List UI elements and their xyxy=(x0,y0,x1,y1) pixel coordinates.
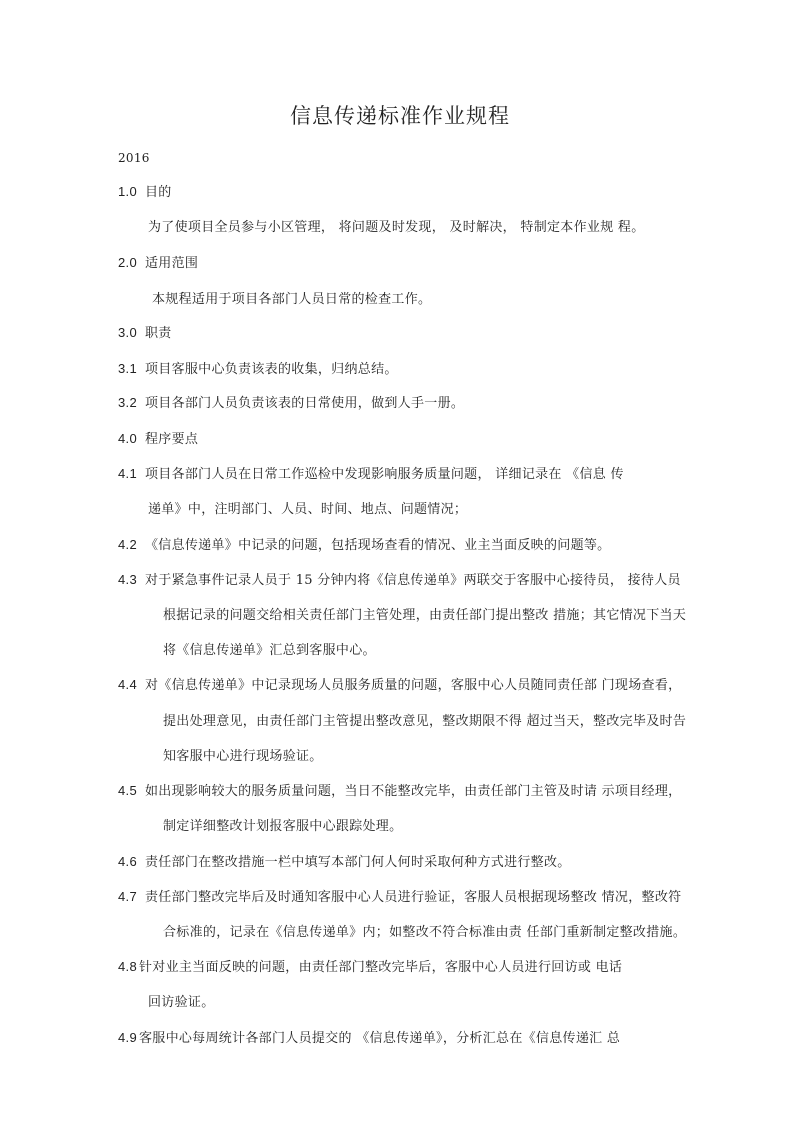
item-number: 3.1 xyxy=(118,361,137,376)
item-4-3-line-1 xyxy=(118,569,681,588)
item-text: 对于紧急事件记录人员于 15 分钟内将《信息传递单》两联交于客服中心接待员， 接待人员 xyxy=(144,573,681,588)
item-4-8-line-1 xyxy=(118,956,622,975)
item-text: 项目客服中心负责该表的收集，归纳总结。 xyxy=(144,362,398,377)
item-3-1 xyxy=(118,358,398,377)
item-number: 4.1 xyxy=(118,466,137,481)
item-4-4-line-1 xyxy=(118,674,681,693)
section-4-heading xyxy=(118,428,198,447)
item-text: 项目各部门人员在日常工作巡检中发现影响服务质量问题， 详细记录在 《信息 传 xyxy=(144,467,624,482)
item-4-5-line-2: 制定详细整改计划报客服中心跟踪处理。 xyxy=(163,819,403,834)
section-2-text: 本规程适用于项目各部门人员日常的检查工作。 xyxy=(152,292,432,307)
item-text: 《信息传递单》中记录的问题，包括现场查看的情况、业主当面反映的问题等。 xyxy=(144,538,611,553)
item-number: 4.8 xyxy=(118,959,137,974)
item-text: 责任部门整改完毕后及时通知客服中心人员进行验证，客服人员根据现场整改 情况，整改符 xyxy=(144,890,682,905)
item-4-7-line-2: 合标准的，记录在《信息传递单》内；如整改不符合标准由责 任部门重新制定整改措施。 xyxy=(163,925,687,940)
item-4-8-line-2: 回访验证。 xyxy=(148,995,215,1010)
item-number: 4.5 xyxy=(118,783,137,798)
item-text: 针对业主当面反映的问题，由责任部门整改完毕后，客服中心人员进行回访或 电话 xyxy=(138,960,623,975)
item-number: 4.7 xyxy=(118,889,137,904)
item-text: 对《信息传递单》中记录现场人员服务质量的问题，客服中心人员随同责任部 门现场查看， xyxy=(144,678,682,693)
item-number: 3.2 xyxy=(118,395,137,410)
item-4-4-line-3: 知客服中心进行现场验证。 xyxy=(163,749,323,764)
item-text: 客服中心每周统计各部门人员提交的 《信息传递单》，分析汇总在《信息传递汇 总 xyxy=(138,1031,621,1046)
section-title: 适用范围 xyxy=(144,256,199,271)
item-text: 如出现影响较大的服务质量问题，当日不能整改完毕，由责任部门主管及时请 示项目经理， xyxy=(144,784,682,799)
item-4-2 xyxy=(118,534,611,553)
item-4-1-line-1 xyxy=(118,463,624,482)
item-number: 4.9 xyxy=(118,1030,137,1045)
item-4-3-line-2: 根据记录的问题交给相关责任部门主管处理，由责任部门提出整改 措施；其它情况下当天 xyxy=(163,608,687,623)
item-number: 4.2 xyxy=(118,537,137,552)
item-4-7-line-1 xyxy=(118,886,681,905)
section-1-heading xyxy=(118,181,172,200)
item-4-6 xyxy=(118,851,571,870)
item-text: 项目各部门人员负责该表的日常使用，做到人手一册。 xyxy=(144,396,465,411)
section-number: 2.0 xyxy=(118,255,137,270)
section-1-text: 为了使项目全员参与小区管理， 将问题及时发现， 及时解决， 特制定本作业规 程。 xyxy=(148,220,645,235)
item-3-2 xyxy=(118,392,464,411)
document-title: 信息传递标准作业规程 xyxy=(290,104,510,128)
item-4-9-line-1 xyxy=(118,1027,620,1046)
section-number: 4.0 xyxy=(118,431,137,446)
item-number: 4.4 xyxy=(118,677,137,692)
section-title: 目的 xyxy=(144,185,172,200)
section-title: 程序要点 xyxy=(144,432,199,447)
item-4-5-line-1 xyxy=(118,780,681,799)
item-4-1-line-2: 递单》中，注明部门、人员、时间、地点、问题情况； xyxy=(148,502,468,517)
item-number: 4.6 xyxy=(118,854,137,869)
section-number: 3.0 xyxy=(118,325,137,340)
document-year: 2016 xyxy=(118,151,150,165)
item-4-3-line-3: 将《信息传递单》汇总到客服中心。 xyxy=(163,643,376,658)
item-text: 责任部门在整改措施一栏中填写本部门何人何时采取何种方式进行整改。 xyxy=(144,855,571,870)
section-title: 职责 xyxy=(144,326,172,341)
item-4-4-line-2: 提出处理意见，由责任部门主管提出整改意见，整改期限不得 超过当天，整改完毕及时告 xyxy=(163,714,687,729)
item-number: 4.3 xyxy=(118,572,137,587)
section-2-heading xyxy=(118,252,198,271)
section-3-heading xyxy=(118,322,172,341)
section-number: 1.0 xyxy=(118,184,137,199)
